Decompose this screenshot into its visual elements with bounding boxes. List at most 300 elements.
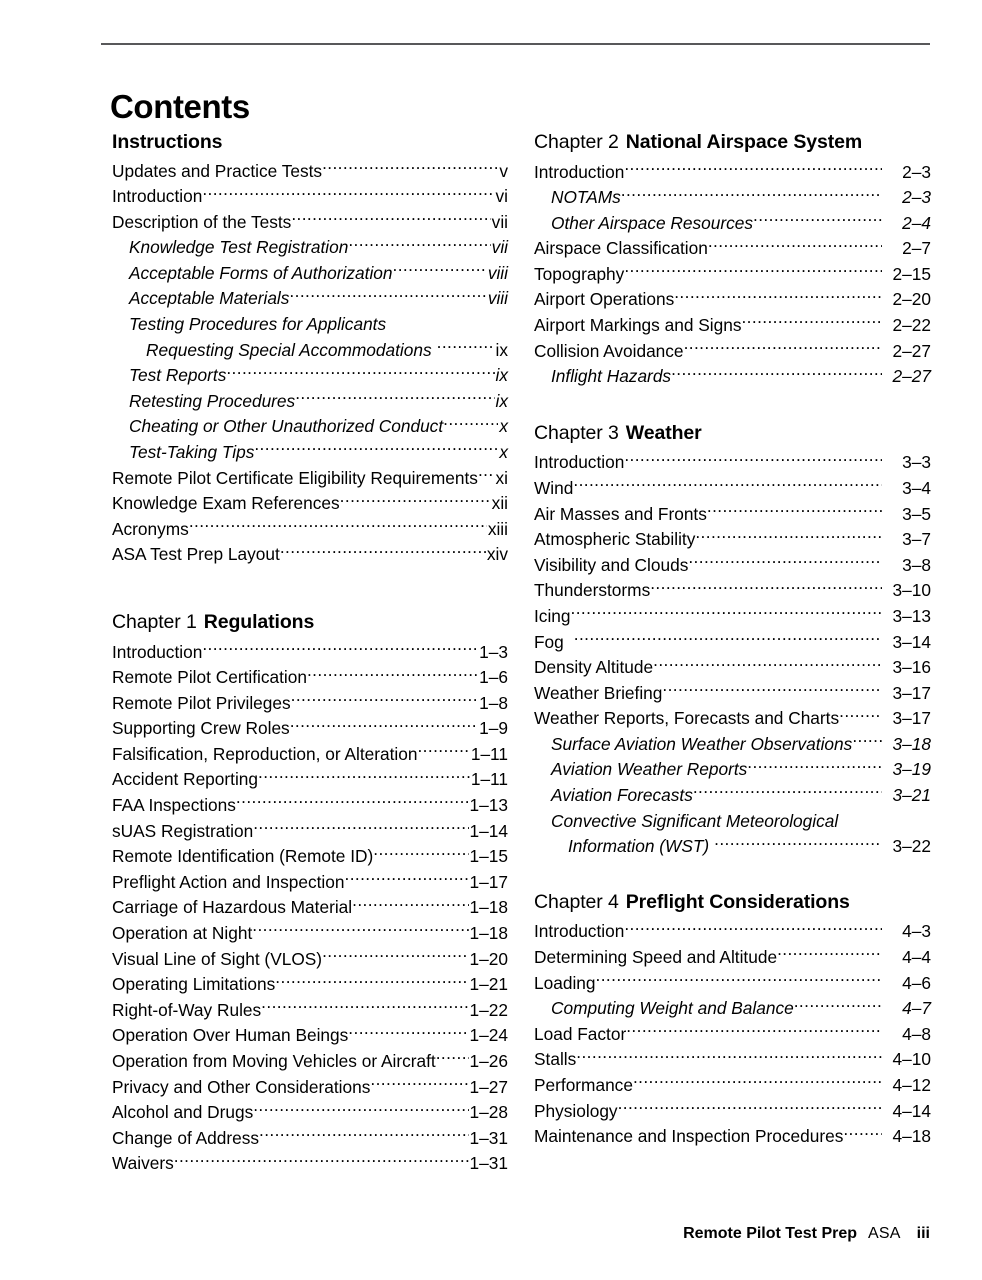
toc-entry[interactable] — [534, 553, 931, 579]
toc-entry-page: 1–22 — [469, 999, 508, 1020]
toc-entry-page: ix — [495, 339, 508, 360]
toc-entry-label: Air Masses and Fronts — [534, 503, 707, 524]
toc-leader-dots — [443, 415, 498, 432]
toc-leader-dots — [574, 630, 882, 647]
toc-leader-dots — [254, 441, 498, 458]
toc-entry-label: Inflight Hazards — [551, 366, 672, 387]
toc-entry[interactable] — [534, 783, 931, 809]
toc-entry[interactable] — [534, 1022, 931, 1048]
toc-entry[interactable] — [534, 971, 931, 997]
toc-entry-label: Acronyms — [112, 518, 189, 539]
toc-entry-page: vii — [491, 211, 508, 232]
toc-entry[interactable] — [112, 389, 508, 415]
toc-entry-page: x — [499, 416, 508, 437]
toc-leader-dots — [436, 1050, 469, 1067]
toc-leader-dots — [684, 339, 882, 356]
toc-entry[interactable] — [534, 313, 931, 339]
chapter-name-2: National Airspace System — [625, 131, 863, 153]
toc-leader-dots — [437, 338, 495, 355]
toc-entry-page: xii — [491, 493, 508, 514]
toc-leader-dots — [794, 997, 882, 1014]
toc-entry[interactable] — [112, 1049, 508, 1075]
toc-entry[interactable] — [112, 972, 508, 998]
toc-entry-label: Airspace Classification — [534, 238, 708, 259]
toc-leader-dots — [626, 1022, 882, 1039]
section-chapter-2 — [534, 133, 931, 390]
toc-entry-label-continued — [129, 338, 508, 364]
right-column — [534, 133, 931, 1150]
left-column — [112, 133, 508, 1177]
toc-entry-page: x — [499, 442, 508, 463]
toc-entry-page: 2–27 — [892, 366, 931, 387]
toc-leader-dots — [618, 1099, 882, 1116]
toc-entry-page: 3–5 — [902, 503, 931, 524]
chapter-heading-2 — [534, 133, 931, 153]
toc-entry[interactable] — [534, 681, 931, 707]
toc-leader-dots — [345, 871, 469, 888]
toc-entry[interactable] — [112, 947, 508, 973]
section-heading-instructions: Instructions — [112, 131, 223, 153]
toc-entry-page: 3–22 — [892, 836, 931, 857]
toc-leader-dots — [289, 287, 486, 304]
toc-entry-label: Topography — [534, 263, 625, 284]
toc-entry[interactable] — [112, 1126, 508, 1152]
toc-entry-page: 4–12 — [892, 1074, 931, 1095]
toc-entry[interactable] — [534, 476, 931, 502]
toc-entry-label: Introduction — [112, 641, 203, 662]
toc-entry[interactable] — [534, 160, 931, 186]
toc-leader-dots — [291, 210, 490, 227]
toc-entry-page: 4–4 — [902, 946, 931, 967]
toc-entry-label: Operation Over Human Beings — [112, 1025, 349, 1046]
chapter-heading-4 — [534, 890, 931, 913]
toc-entry[interactable] — [112, 312, 508, 363]
toc-entry-page: 1–18 — [469, 923, 508, 944]
toc-leader-dots — [348, 236, 490, 253]
toc-entry-page: 1–26 — [469, 1051, 508, 1071]
toc-entry-label: Waivers — [112, 1153, 174, 1174]
toc-entry-label: Introduction — [112, 186, 203, 207]
toc-entry-page: 3–19 — [892, 759, 931, 780]
toc-leader-dots — [291, 691, 479, 708]
toc-entry-page: 3–3 — [902, 452, 931, 473]
toc-leader-dots — [322, 947, 468, 964]
section-instructions — [112, 133, 508, 568]
toc-entry-page: 1–31 — [469, 1153, 508, 1174]
toc-entry-label: Privacy and Other Considerations — [112, 1076, 371, 1097]
toc-leader-dots — [695, 528, 882, 545]
toc-leader-dots — [275, 973, 468, 990]
toc-entry-label: Knowledge Test Registration — [129, 237, 349, 258]
toc-leader-dots — [633, 1074, 882, 1091]
toc-entry-page: 1–3 — [479, 641, 508, 662]
toc-entry[interactable] — [112, 691, 508, 717]
toc-list-chapter-2 — [534, 160, 931, 390]
toc-leader-dots — [843, 1125, 882, 1142]
toc-entry-label: Right-of-Way Rules — [112, 999, 262, 1020]
toc-leader-dots — [653, 656, 882, 673]
toc-entry-label: Introduction — [534, 452, 625, 473]
toc-entry[interactable] — [112, 742, 508, 768]
toc-entry-label: Acceptable Materials — [129, 288, 290, 309]
toc-entry-page: vii — [491, 237, 508, 258]
toc-entry-label: Knowledge Exam References — [112, 493, 340, 514]
toc-entry[interactable] — [534, 450, 931, 476]
footer-book-title: Remote Pilot Test Prep — [683, 1225, 858, 1242]
toc-leader-dots — [202, 185, 494, 202]
toc-entry-label: Preflight Action and Inspection — [112, 871, 345, 892]
toc-entry[interactable] — [112, 640, 508, 666]
toc-entry-page: 4–18 — [892, 1126, 931, 1147]
toc-leader-dots — [624, 263, 882, 280]
toc-entry[interactable] — [534, 757, 931, 783]
toc-entry-label: Computing Weight and Balance — [551, 998, 794, 1019]
toc-entry[interactable] — [534, 578, 931, 604]
toc-entry-label: Weather Briefing — [534, 682, 663, 703]
toc-entry-label: Supporting Crew Roles — [112, 718, 290, 739]
toc-entry-label: Operation at Night — [112, 923, 253, 944]
toc-leader-dots — [741, 314, 882, 331]
toc-entry-label: Density Altitude — [534, 657, 654, 678]
toc-entry[interactable] — [112, 921, 508, 947]
toc-entry[interactable] — [112, 261, 508, 287]
toc-entry-label: ASA Test Prep Layout — [112, 544, 280, 565]
page-title: Contents — [110, 88, 250, 126]
toc-leader-dots — [295, 390, 494, 407]
toc-entry[interactable] — [112, 363, 508, 389]
toc-entry-page: 4–8 — [902, 1023, 931, 1044]
toc-entry-label: Wind — [534, 477, 574, 498]
toc-entry-page: 2–22 — [892, 315, 931, 336]
toc-entry[interactable] — [112, 235, 508, 261]
toc-entry-label: NOTAMs — [551, 187, 621, 208]
toc-leader-dots — [573, 477, 882, 494]
toc-entry-label: sUAS Registration — [112, 820, 254, 841]
toc-entry-page: 2–3 — [902, 187, 931, 208]
toc-entry-page: 1–8 — [479, 692, 508, 713]
toc-entry-page: 3–4 — [902, 477, 931, 498]
toc-entry-page: 3–17 — [892, 682, 931, 703]
toc-leader-dots — [417, 743, 469, 760]
toc-entry-label: Introduction — [534, 921, 625, 942]
toc-entry-page: 3–7 — [902, 529, 931, 550]
toc-leader-dots — [352, 896, 468, 913]
toc-leader-dots — [340, 492, 491, 509]
toc-entry-page: 2–27 — [892, 340, 931, 361]
toc-entry[interactable] — [112, 440, 508, 466]
toc-entry[interactable] — [112, 1075, 508, 1101]
toc-entry-label: Physiology — [534, 1100, 618, 1121]
toc-entry-page: 2–15 — [892, 263, 931, 284]
section-chapter-3 — [534, 421, 931, 860]
toc-leader-dots — [753, 211, 882, 228]
toc-entry[interactable] — [534, 339, 931, 365]
spacer — [112, 568, 508, 613]
toc-entry-page: xiv — [486, 544, 508, 565]
toc-entry-label: Test Reports — [129, 365, 227, 386]
toc-entry-label: Airport Operations — [534, 289, 675, 310]
section-chapter-1 — [112, 613, 508, 1177]
toc-entry-label: Stalls — [534, 1049, 577, 1070]
toc-leader-dots — [693, 784, 882, 801]
chapter-number-4: Chapter 4 — [534, 890, 619, 913]
toc-entry-label: Determining Speed and Altitude — [534, 946, 778, 967]
toc-leader-dots — [307, 666, 478, 683]
toc-entry[interactable] — [534, 706, 931, 732]
toc-leader-dots — [688, 553, 882, 570]
toc-entry-page: 1–11 — [470, 743, 508, 764]
toc-entry[interactable] — [534, 809, 931, 860]
toc-entry-label: Aviation Forecasts — [551, 785, 693, 806]
toc-entry-page: 3–10 — [892, 580, 931, 601]
toc-entry-page: 1–15 — [469, 846, 508, 867]
toc-leader-dots — [852, 733, 882, 750]
section-chapter-4 — [534, 890, 931, 1150]
toc-entry-label: Maintenance and Inspection Procedures — [534, 1126, 844, 1147]
toc-entry[interactable] — [534, 996, 931, 1022]
toc-entry-label: Collision Avoidance — [534, 340, 684, 361]
toc-leader-dots — [280, 543, 486, 560]
footer-page-number: iii — [916, 1225, 930, 1242]
toc-entry-label: Performance — [534, 1074, 633, 1095]
toc-entry-page: 3–17 — [892, 708, 931, 729]
toc-entry[interactable] — [534, 1099, 931, 1125]
chapter-heading-3 — [534, 421, 931, 444]
toc-entry-page: viii — [487, 262, 508, 283]
toc-list-chapter-4 — [534, 919, 931, 1149]
toc-entry[interactable] — [534, 732, 931, 758]
toc-entry-label: FAA Inspections — [112, 795, 236, 816]
toc-entry[interactable] — [112, 466, 508, 492]
toc-entry-label: Retesting Procedures — [129, 390, 296, 411]
toc-entry[interactable] — [112, 1023, 508, 1049]
toc-entry[interactable] — [112, 542, 508, 568]
toc-entry-label: Load Factor — [534, 1023, 627, 1044]
toc-entry-label: Icing — [534, 605, 571, 626]
toc-entry[interactable] — [112, 716, 508, 742]
chapter-name-4: Preflight Considerations — [625, 890, 850, 913]
toc-entry-page: 4–3 — [902, 921, 931, 942]
toc-entry-page: 3–13 — [892, 605, 931, 626]
toc-entry-label: Carriage of Hazardous Material — [112, 897, 353, 918]
toc-entry-page: 1–21 — [469, 974, 508, 995]
toc-entry-label: Falsification, Reproduction, or Alteration — [112, 743, 418, 764]
toc-entry-page: 4–10 — [892, 1049, 931, 1070]
toc-entry[interactable] — [534, 364, 931, 390]
toc-entry[interactable] — [112, 767, 508, 793]
toc-leader-dots — [596, 971, 882, 988]
spacer — [534, 390, 931, 424]
chapter-number-1: Chapter 1 — [112, 611, 197, 633]
spacer — [534, 860, 931, 893]
toc-entry[interactable] — [534, 1124, 931, 1150]
toc-entry-page: 3–8 — [902, 554, 931, 575]
toc-entry[interactable] — [112, 414, 508, 440]
toc-entry-page: 3–14 — [892, 631, 931, 652]
toc-entry-label: Acceptable Forms of Authorization — [129, 262, 393, 283]
toc-leader-dots — [671, 365, 882, 382]
toc-entry[interactable] — [112, 1100, 508, 1126]
toc-entry-page: 1–18 — [469, 897, 508, 918]
toc-entry[interactable] — [112, 998, 508, 1024]
toc-entry-page: 1–28 — [469, 1102, 508, 1123]
toc-entry[interactable] — [112, 895, 508, 921]
toc-entry[interactable] — [112, 210, 508, 236]
toc-entry-page: 3–16 — [892, 657, 931, 678]
toc-entry[interactable] — [534, 1073, 931, 1099]
chapter-number-2: Chapter 2 — [534, 131, 619, 153]
toc-leader-dots — [236, 794, 469, 811]
toc-entry-page: 4–14 — [892, 1100, 931, 1121]
toc-entry-page: 1–24 — [469, 1025, 508, 1046]
toc-entry[interactable] — [534, 630, 931, 656]
toc-leader-dots — [478, 466, 495, 483]
toc-entry[interactable] — [112, 517, 508, 543]
toc-entry-page: viii — [487, 288, 508, 309]
toc-entry-page: 1–14 — [469, 820, 508, 841]
toc-entry-page: 3–21 — [892, 785, 931, 806]
toc-entry-page: vi — [495, 186, 508, 207]
toc-entry-label: Operating Limitations — [112, 974, 276, 995]
toc-entry[interactable] — [534, 502, 931, 528]
toc-leader-dots — [202, 640, 478, 657]
toc-entry-label: Accident Reporting — [112, 769, 259, 790]
toc-entry[interactable] — [112, 665, 508, 691]
toc-leader-dots — [674, 288, 882, 305]
toc-entry-page: 2–20 — [892, 289, 931, 310]
toc-entry[interactable] — [112, 793, 508, 819]
chapter-name-3: Weather — [625, 421, 702, 444]
toc-entry[interactable] — [534, 185, 931, 211]
chapter-number-3: Chapter 3 — [534, 421, 619, 444]
toc-entry[interactable] — [534, 262, 931, 288]
toc-leader-dots — [621, 186, 882, 203]
toc-entry-page: 1–6 — [479, 667, 508, 688]
toc-entry[interactable] — [112, 491, 508, 517]
toc-entry-label-continued — [551, 834, 931, 860]
toc-entry-page: 1–17 — [469, 871, 508, 892]
toc-entry-page: xi — [495, 467, 508, 488]
toc-entry-label-line2: Information (WST) — [568, 836, 710, 857]
toc-entry-label: Updates and Practice Tests — [112, 160, 323, 181]
toc-entry[interactable] — [534, 527, 931, 553]
toc-entry[interactable] — [112, 184, 508, 210]
toc-entry-page: xiii — [487, 518, 508, 539]
toc-leader-dots — [259, 1126, 469, 1143]
toc-entry-page: 1–13 — [469, 795, 508, 816]
toc-entry-page: 3–18 — [892, 733, 931, 754]
toc-leader-dots — [624, 451, 882, 468]
toc-entry-label: Thunderstorms — [534, 580, 651, 601]
toc-entry-label: Testing Procedures for Applicants — [129, 314, 387, 335]
toc-entry-page: 1–11 — [470, 769, 508, 790]
toc-entry[interactable] — [534, 604, 931, 630]
toc-entry-page: 1–20 — [469, 948, 508, 969]
toc-leader-dots — [252, 922, 468, 939]
toc-leader-dots — [708, 237, 882, 254]
toc-entry[interactable] — [534, 236, 931, 262]
toc-entry-label: Cheating or Other Unauthorized Conduct — [129, 416, 444, 437]
toc-entry-label: Operation from Moving Vehicles or Aircraft — [112, 1051, 436, 1071]
toc-list-instructions — [112, 159, 508, 569]
toc-list-chapter-1 — [112, 640, 508, 1177]
toc-entry[interactable] — [534, 919, 931, 945]
chapter-heading-1 — [112, 613, 508, 633]
toc-entry-label: Fog — [534, 631, 564, 652]
toc-entry[interactable] — [534, 1047, 931, 1073]
toc-entry-label: Convective Significant Meteorological — [551, 810, 839, 831]
toc-leader-dots — [714, 835, 882, 852]
toc-leader-dots — [576, 1048, 882, 1065]
toc-entry-label: Description of the Tests — [112, 211, 292, 232]
toc-entry-label: Remote Pilot Certificate Eligibility Requirements — [112, 467, 478, 488]
toc-leader-dots — [839, 707, 882, 724]
toc-leader-dots — [650, 579, 882, 596]
toc-entry-label-line2: Requesting Special Accommodations — [146, 339, 432, 360]
toc-leader-dots — [707, 502, 882, 519]
toc-entry-label: Visual Line of Sight (VLOS) — [112, 948, 323, 969]
toc-entry-label: Remote Identification (Remote ID) — [112, 846, 374, 867]
chapter-name-1: Regulations — [203, 611, 315, 633]
toc-leader-dots — [393, 262, 487, 279]
toc-leader-dots — [373, 845, 468, 862]
toc-entry[interactable] — [534, 287, 931, 313]
toc-entry-page: 4–7 — [902, 998, 931, 1019]
toc-leader-dots — [290, 717, 478, 734]
toc-leader-dots — [174, 1152, 469, 1169]
toc-entry[interactable] — [534, 655, 931, 681]
toc-entry[interactable] — [112, 1151, 508, 1177]
toc-entry-label: Change of Address — [112, 1127, 259, 1148]
toc-leader-dots — [747, 758, 882, 775]
toc-entry-label: Other Airspace Resources — [551, 212, 754, 233]
toc-leader-dots — [253, 819, 468, 836]
toc-leader-dots — [370, 1075, 468, 1092]
toc-entry[interactable] — [534, 211, 931, 237]
toc-leader-dots — [261, 999, 468, 1016]
toc-entry-label: Aviation Weather Reports — [551, 759, 748, 780]
toc-entry[interactable] — [534, 945, 931, 971]
toc-entry-label: Introduction — [534, 161, 625, 182]
toc-leader-dots — [777, 946, 882, 963]
toc-entry[interactable] — [112, 159, 508, 185]
toc-leader-dots — [624, 160, 882, 177]
toc-entry[interactable] — [112, 870, 508, 896]
toc-entry-label: Surface Aviation Weather Observations — [551, 733, 853, 754]
toc-entry-page: ix — [495, 390, 508, 411]
toc-leader-dots — [253, 1101, 468, 1118]
toc-entry-page: 2–3 — [902, 161, 931, 182]
toc-entry-page: ix — [495, 365, 508, 386]
toc-entry-page: 4–6 — [902, 972, 931, 993]
toc-entry-page: 1–31 — [469, 1127, 508, 1148]
toc-entry-page: 2–7 — [902, 238, 931, 259]
toc-entry[interactable] — [112, 844, 508, 870]
toc-leader-dots — [624, 920, 882, 937]
toc-entry[interactable] — [112, 286, 508, 312]
toc-entry[interactable] — [112, 819, 508, 845]
toc-entry-label: Atmospheric Stability — [534, 529, 696, 550]
toc-leader-dots — [258, 768, 470, 785]
toc-entry-page: v — [499, 160, 508, 181]
toc-entry-label: Weather Reports, Forecasts and Charts — [534, 708, 840, 729]
toc-leader-dots — [571, 605, 882, 622]
toc-leader-dots — [226, 364, 494, 381]
footer-publisher: ASA — [868, 1225, 901, 1242]
toc-entry-page: 1–9 — [479, 718, 508, 739]
toc-entry-label: Remote Pilot Privileges — [112, 692, 291, 713]
toc-entry-page: 2–4 — [902, 212, 931, 233]
